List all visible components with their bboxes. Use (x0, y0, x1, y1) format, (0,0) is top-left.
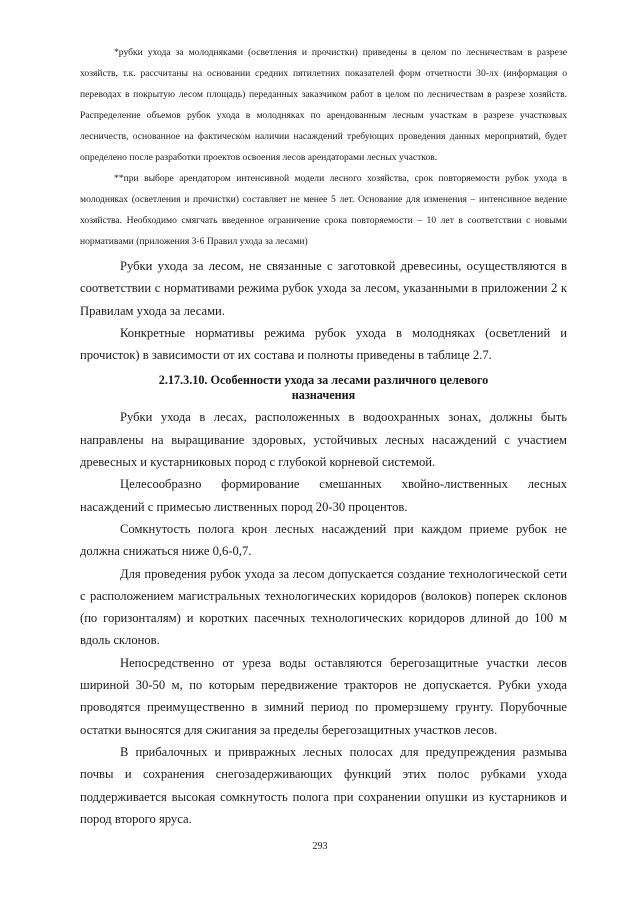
paragraph: Целесообразно формирование смешанных хвойно-лиственных лесных насаждений с примесью лиственных пород 20-30 процентов. (80, 477, 567, 514)
page-number: 293 (312, 841, 328, 852)
paragraph: В прибалочных и привражных лесных полосах для предупреждения размыва почвы и сохранения снегозадерживающих функций этих полос рубками ухода поддерживается высокая сомкнутость полога при сохранении опушки из кустарников и пород второго яруса. (80, 744, 567, 826)
footnote-2: **при выборе арендатором интенсивной модели лесного хозяйства, срок повторяемости рубок ухода в молодняках (осветления и прочистки) составляет не менее 5 лет. Основание для изменения – интенсивное ведение хозяйства. Необходимо смягчать введенное ограничение срока повторяемости – 10 лет в соответствии с новыми нормативами (приложения 3-6 Правил ухода за лесами) (80, 173, 567, 247)
paragraph: Рубки ухода за лесом, не связанные с заготовкой древесины, осуществляются в соответствии с нормативами режима рубок ухода за лесом, указанными в приложении 2 к Правилам ухода за лесами. (80, 259, 567, 318)
paragraph: Непосредственно от уреза воды оставляются берегозащитные участки лесов шириной 30-50 м, по которым передвижение тракторов не допускается. Рубки ухода проводятся преимущественно в зимний период по промерзшему грунту. Порубочные остатки выносятся для сжигания за пределы берегозащитных участков лесов. (80, 655, 567, 737)
footnote-1: *рубки ухода за молодняками (осветления и прочистки) приведены в целом по лесничествам в разрезе хозяйств, т.к. рассчитаны на основании средних пятилетних показателей форм отчетности 30-лх (информация о переводах в покрытую лесом площадь) переданных заказчиком работ в целом по лесничествам в разрезе хозяйств. Распределение объемов рубок ухода в молодняках по арендованным лесным участкам в разрезе участковых лесничеств, основанное на фактическом наличии насаждений требующих проведения данных мероприятий, будет определено после разработки проектов освоения лесов арендаторами лесных участков. (80, 47, 567, 163)
paragraph: Для проведения рубок ухода за лесом допускается создание технологической сети с расположением магистральных технологических коридоров (волоков) поперек склонов (по горизонталям) и коротких пасечных технологических коридоров длиной до 100 м вдоль склонов. (80, 566, 567, 648)
document-page (80, 40, 567, 830)
paragraph: Сомкнутость полога крон лесных насаждений при каждом приеме рубок не должна снижаться ниже 0,6-0,7. (80, 521, 567, 559)
paragraph: Рубки ухода в лесах, расположенных в водоохранных зонах, должны быть направлены на выращивание здоровых, устойчивых лесных насаждений с участием древесных и кустарниковых пород с глубокой корневой системой. (80, 410, 567, 470)
paragraph: Конкретные нормативы режима рубок ухода в молодняках (осветлений и прочисток) в зависимости от их состава и полноты приведены в таблице 2.7. (80, 325, 567, 363)
section-heading: 2.17.3.10. Особенности ухода за лесами различного целевого назначения (158, 373, 489, 403)
